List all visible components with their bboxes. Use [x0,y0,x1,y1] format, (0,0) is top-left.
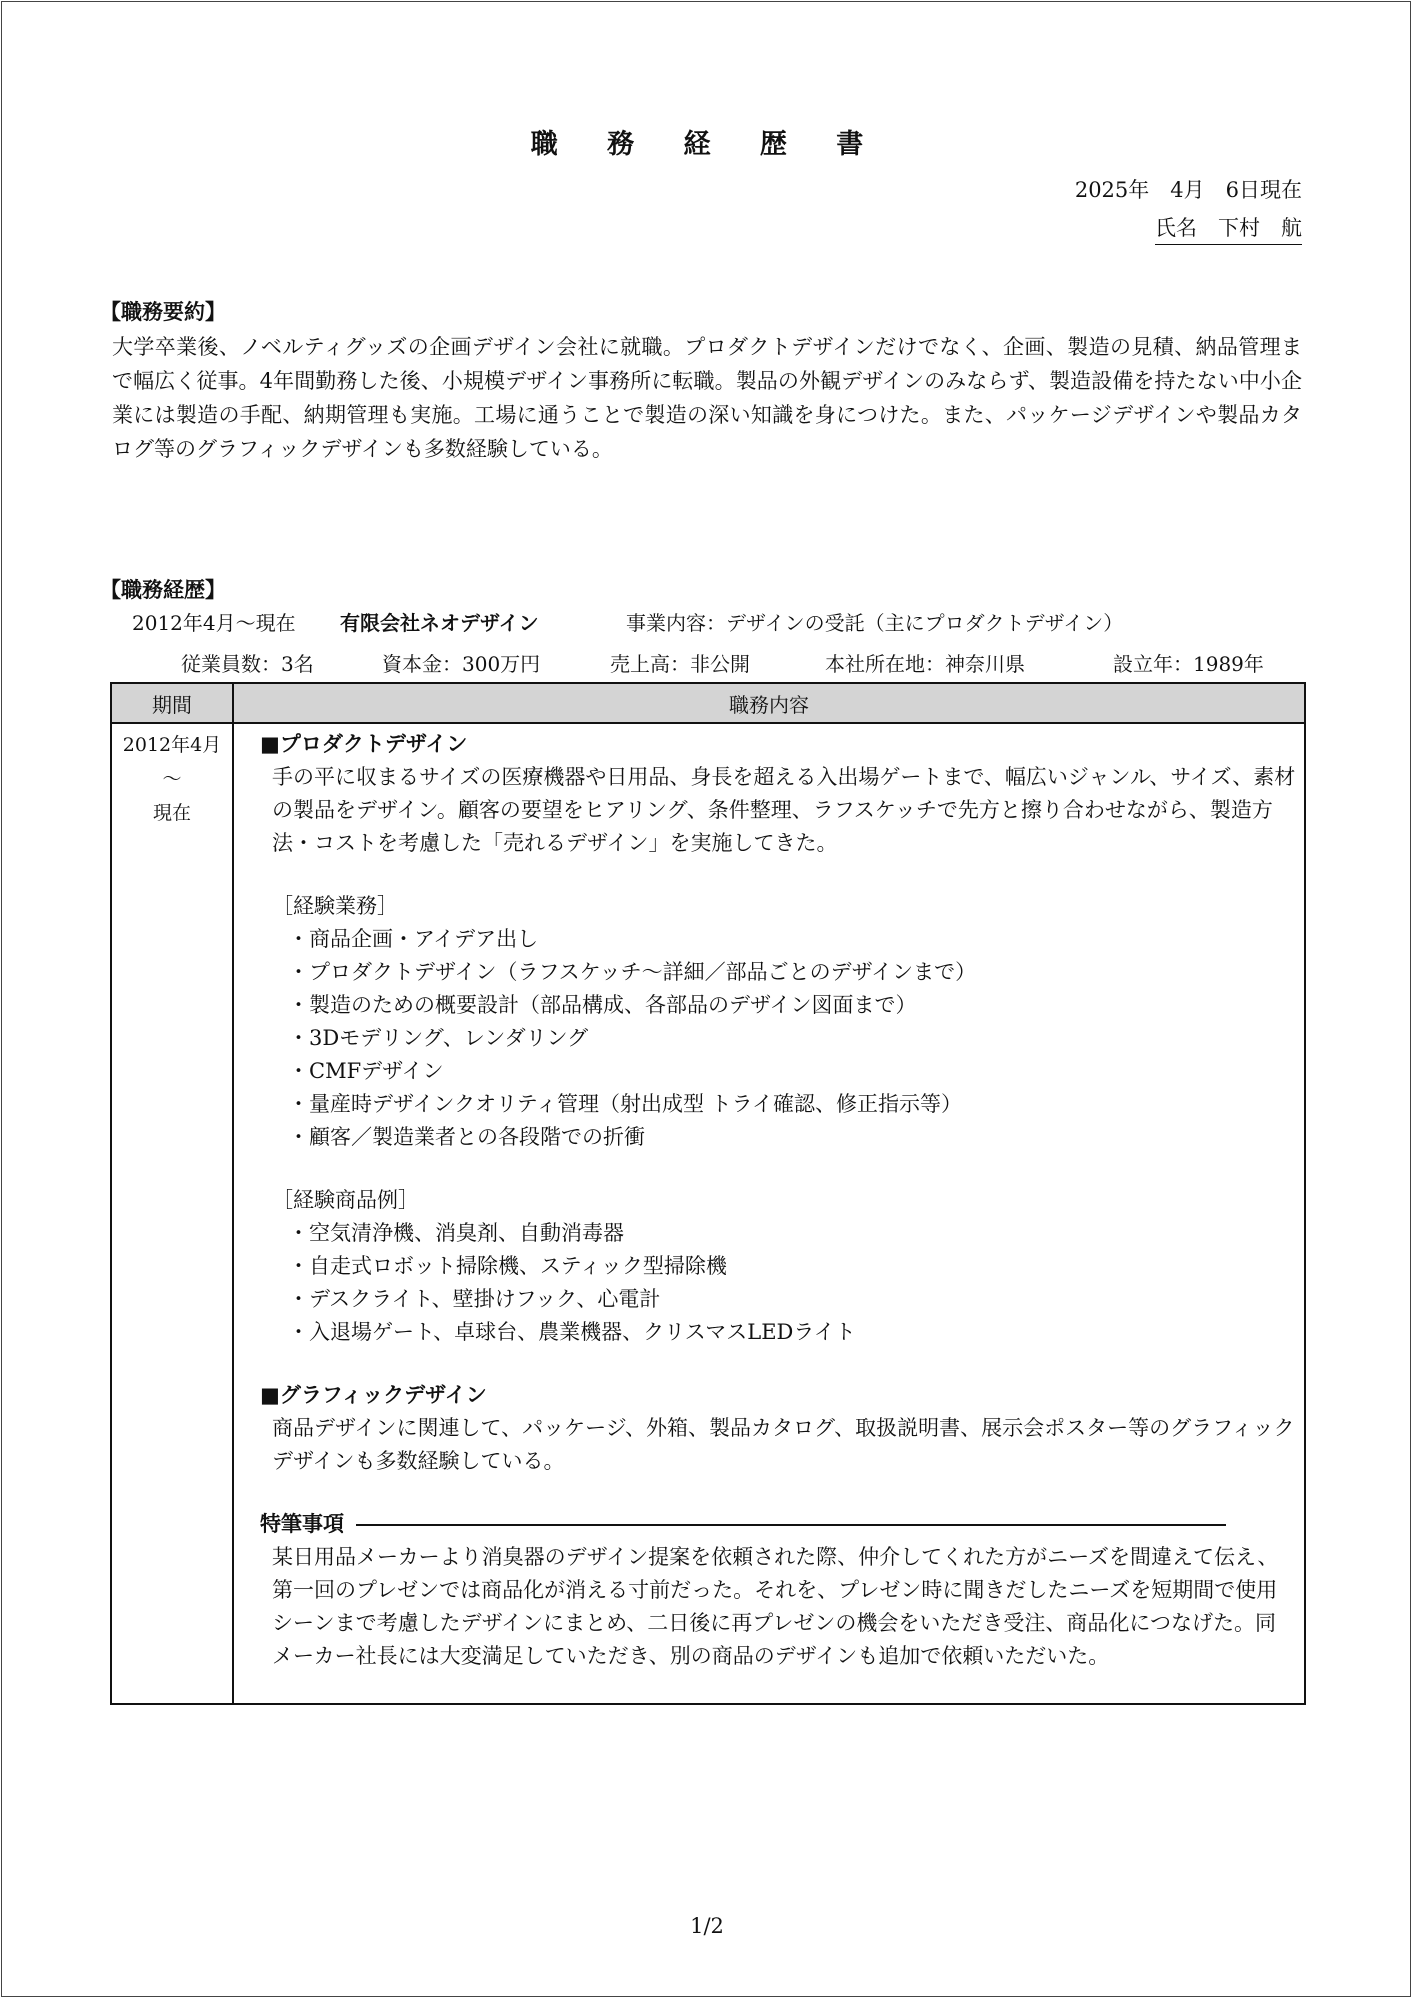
career-period: 2012年4月～現在 [132,611,296,635]
list-item: ・顧客／製造業者との各段階での折衝 [288,1125,645,1149]
applicant-name: 氏名 下村 航 [1155,212,1302,245]
examples-heading: ［経験商品例］ [272,1188,419,1212]
product-design-text: 手の平に収まるサイズの医療機器や日用品、身長を超える入出場ゲートまで、幅広いジャンル、サイズ、素材の製品をデザイン。顧客の要望をヒアリング、条件整理、ラフスケッチで先方と擦り合わせながら、製造方法・コストを考慮した「売れるデザイン」を実施してきた。 [272,765,1296,855]
summary-heading: 【職務要約】 [100,300,226,324]
duties-cell [233,723,1305,1704]
company-employees: 従業員数：3名 [181,652,314,676]
list-item: ・商品企画・アイデア出し [288,927,539,951]
company-name: 有限会社ネオデザイン [340,611,539,635]
career-heading: 【職務経歴】 [100,578,226,602]
column-header-period: 期間 [111,683,233,723]
list-item: ・空気清浄機、消臭剤、自動消毒器 [288,1221,624,1245]
period-cell [111,723,233,1704]
column-header-duties: 職務内容 [233,683,1305,723]
list-item: ・量産時デザインクオリティ管理（射出成型 トライ確認、修正指示等） [288,1092,963,1116]
list-item: ・CMFデザイン [288,1059,444,1083]
company-sales: 売上高：非公開 [610,652,750,676]
company-hq: 本社所在地：神奈川県 [825,652,1025,676]
table-header-row [111,683,1305,723]
company-founded: 設立年：1989年 [1113,652,1264,676]
graphic-design-heading: ■グラフィックデザイン [260,1383,487,1407]
special-notes-rule [356,1524,1226,1526]
table-row [111,723,1305,1704]
summary-text: 大学卒業後、ノベルティグッズの企画デザイン会社に就職。プロダクトデザインだけでなく、企画、製造の見積、納品管理まで幅広く従事。4年間勤務した後、小規模デザイン事務所に転職。製品の外観デザインのみならず、製造設備を持たない中小企業には製造の手配、納期管理も実施。工場に通うことで製造の深い知識を身につけた。また、パッケージデザインや製品カタログ等のグラフィックデザインも多数経験している。 [112,335,1302,461]
special-notes-heading: 特筆事項 [260,1512,344,1536]
document-title: 職 務 経 歴 書 [530,129,884,160]
company-capital: 資本金：300万円 [382,652,541,676]
document-date: 2025年 4月 6日現在 [1074,178,1302,202]
graphic-design-text: 商品デザインに関連して、パッケージ、外箱、製品カタログ、取扱説明書、展示会ポスター等のグラフィックデザインも多数経験している。 [272,1416,1295,1473]
list-item: ・プロダクトデザイン（ラフスケッチ～詳細／部品ごとのデザインまで） [288,960,977,984]
product-design-heading: ■プロダクトデザイン [260,732,468,756]
period-start: 2012年4月 [122,734,222,756]
career-table [110,682,1306,1705]
list-item: ・デスクライト、壁掛けフック、心電計 [288,1287,661,1311]
period-tilde: ～ [162,768,182,790]
list-item: ・製造のための概要設計（部品構成、各部品のデザイン図面まで） [288,993,917,1017]
list-item: ・3Dモデリング、レンダリング [288,1026,589,1050]
special-notes-header [260,1508,1296,1541]
company-business: 事業内容：デザインの受託（主にプロダクトデザイン） [626,611,1124,635]
experience-heading: ［経験業務］ [272,894,398,918]
page-number: 1/2 [690,1914,724,1938]
period-end: 現在 [152,802,191,824]
list-item: ・自走式ロボット掃除機、スティック型掃除機 [288,1254,727,1278]
special-notes-text: 某日用品メーカーより消臭器のデザイン提案を依頼された際、仲介してくれた方がニーズを間違えて伝え、第一回のプレゼンでは商品化が消える寸前だった。それを、プレゼン時に聞きだしたニーズを短期間で使用シーンまで考慮したデザインにまとめ、二日後に再プレゼンの機会をいただき受注、商品化につなげた。同メーカー社長には大変満足していただき、別の商品のデザインも追加で依頼いただいた。 [272,1545,1279,1668]
list-item: ・入退場ゲート、卓球台、農業機器、クリスマスLEDライト [288,1320,856,1344]
